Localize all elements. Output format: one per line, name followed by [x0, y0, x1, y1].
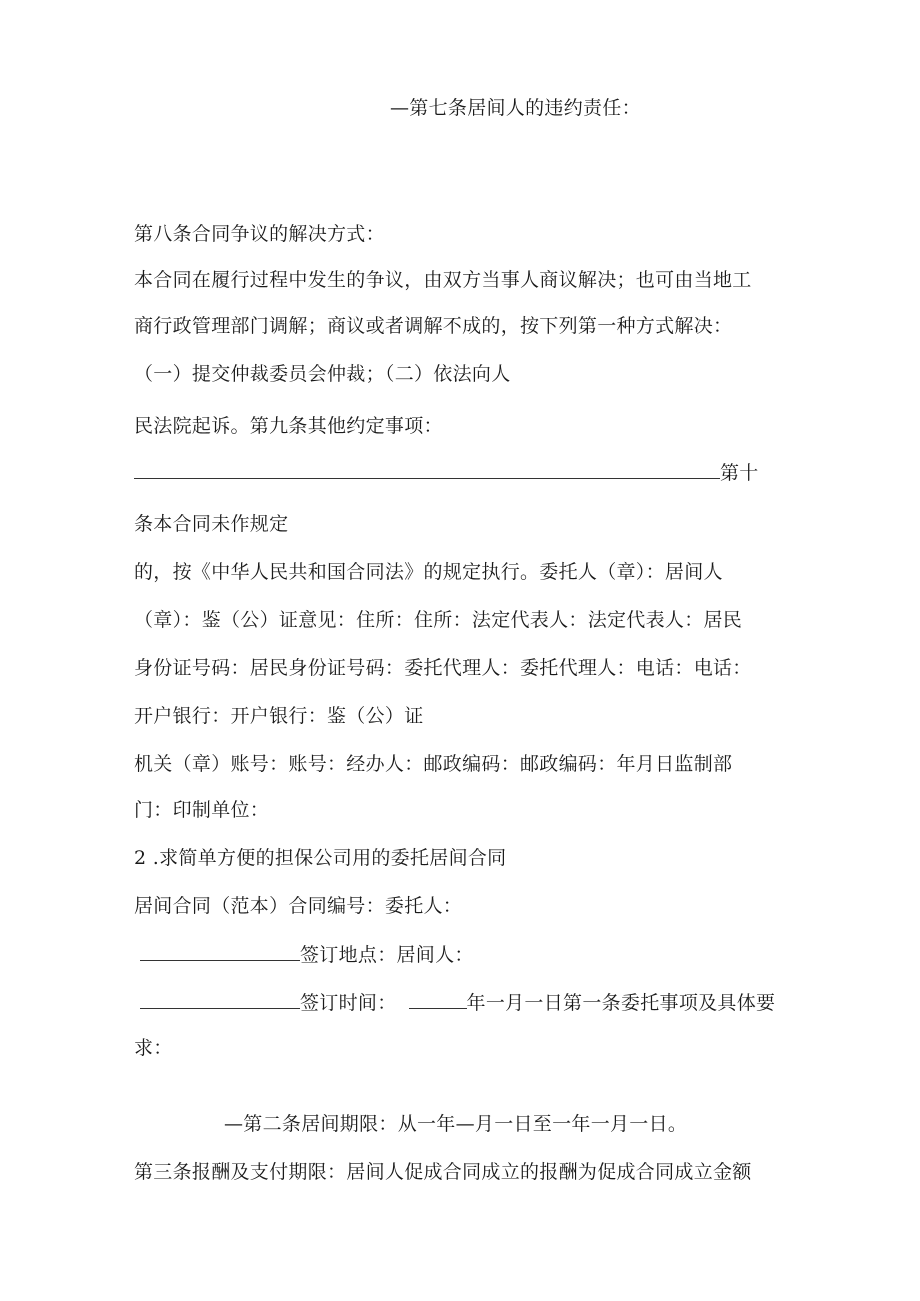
- article-1-label: 年一月一日第一条委托事项及具体要: [466, 992, 776, 1014]
- line-article-2: —第二条居间期限：从一年—月一日至一年一月一日。: [224, 1113, 688, 1135]
- line-signature-6: 门：印制单位：: [134, 799, 270, 821]
- line-article-8-heading: 第八条合同争议的解决方式：: [134, 223, 385, 245]
- signing-time-label: 签订时间：: [300, 992, 397, 1014]
- line-contract-header: 居间合同（范本）合同编号：委托人：: [134, 895, 463, 917]
- line-signature-2: （章）：鉴（公）证意见：住所：住所：法定代表人：法定代表人：居民: [134, 609, 743, 631]
- signing-place-label: 签订地点：居间人：: [300, 944, 474, 966]
- article-10-label: 第十: [720, 462, 759, 484]
- fill-in-blank: [134, 460, 720, 479]
- line-article-10-blank-row: [134, 460, 759, 485]
- line-article-8-body-1: 本合同在履行过程中发生的争议，由双方当事人商议解决；也可由当地工: [134, 269, 752, 291]
- line-signing-place: [134, 942, 474, 967]
- fill-in-blank: [409, 990, 467, 1009]
- line-article-1-tail: 求：: [134, 1037, 173, 1059]
- line-article-9-heading: 民法院起诉。第九条其他约定事项：: [134, 415, 443, 437]
- line-signing-time: [134, 990, 775, 1015]
- line-signature-5: 机关（章）账号：账号：经办人：邮政编码：邮政编码：年月日监制部: [134, 753, 733, 775]
- fill-in-blank: [140, 942, 300, 961]
- line-article-7: —第七条居间人的违约责任：: [390, 97, 641, 119]
- line-signature-1: 的，按《中华人民共和国合同法》的规定执行。委托人（章）：居间人: [134, 561, 723, 583]
- line-article-3: 第三条报酬及支付期限：居间人促成合同成立的报酬为促成合同成立金额: [134, 1161, 752, 1183]
- fill-in-blank: [140, 990, 300, 1009]
- line-signature-3: 身份证号码：居民身份证号码：委托代理人：委托代理人：电话：电话：: [134, 657, 752, 679]
- line-section-2-title: 2 .求简单方便的担保公司用的委托居间合同: [134, 847, 507, 869]
- line-signature-4: 开户银行：开户银行：鉴（公）证: [134, 705, 424, 727]
- line-article-10-body: 条本合同未作规定: [134, 513, 289, 535]
- line-article-8-body-2: 商行政管理部门调解；商议或者调解不成的，按下列第一种方式解决：: [134, 315, 733, 337]
- line-article-8-options: （一）提交仲裁委员会仲裁；（二）依法向人: [134, 363, 511, 385]
